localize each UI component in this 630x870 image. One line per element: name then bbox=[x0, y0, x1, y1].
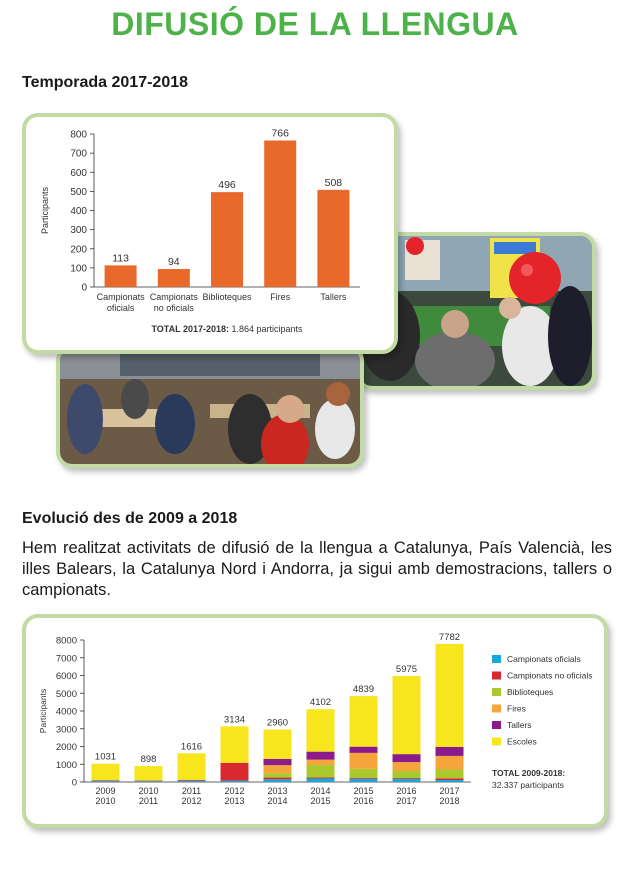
stacked-bar-segment bbox=[350, 779, 378, 782]
stacked-bar-segment bbox=[135, 781, 163, 782]
bar-total-label: 5975 bbox=[395, 663, 418, 675]
legend-label: Biblioteques bbox=[507, 687, 554, 697]
y-tick-label: 700 bbox=[70, 148, 87, 160]
stacked-bar-segment bbox=[436, 756, 464, 770]
total-label-value: 1.864 participants bbox=[229, 324, 303, 334]
season-bar-chart bbox=[26, 117, 394, 350]
evolution-chart-card bbox=[22, 614, 608, 828]
y-tick-label: 0 bbox=[81, 282, 87, 294]
bar-value-label: 496 bbox=[218, 179, 236, 192]
bar-total-label: 4839 bbox=[352, 684, 375, 696]
y-tick-label: 7000 bbox=[55, 653, 77, 665]
season-chart-card bbox=[22, 113, 398, 354]
bar-value-label: 113 bbox=[112, 252, 129, 265]
legend-swatch bbox=[492, 672, 501, 680]
x-tick-label: Biblioteques bbox=[202, 292, 252, 302]
legend-label: Escoles bbox=[507, 736, 537, 747]
legend-swatch bbox=[492, 705, 501, 713]
x-tick-label: Tallers bbox=[320, 292, 347, 302]
y-tick-label: 1000 bbox=[55, 759, 77, 771]
stacked-bar-segment bbox=[135, 766, 163, 781]
y-tick-label: 3000 bbox=[55, 724, 77, 736]
x-tick-label: oficials bbox=[106, 303, 135, 313]
x-tick-label: 2016 bbox=[396, 786, 417, 796]
x-tick-label: 2012 bbox=[224, 786, 245, 796]
y-tick-label: 200 bbox=[70, 244, 87, 256]
bar-value-label: 508 bbox=[324, 176, 343, 189]
legend-swatch bbox=[492, 721, 501, 729]
stacked-bar-segment bbox=[264, 779, 292, 782]
stacked-bar-segment bbox=[350, 753, 378, 769]
y-tick-label: 800 bbox=[70, 129, 87, 141]
stacked-bar-segment bbox=[264, 778, 292, 780]
bar bbox=[158, 269, 190, 287]
y-tick-label: 400 bbox=[70, 206, 87, 217]
library-photo-image bbox=[60, 349, 360, 464]
bar-value-label: 94 bbox=[167, 256, 180, 269]
y-tick-label: 8000 bbox=[55, 635, 77, 647]
stacked-bar-segment bbox=[307, 752, 335, 760]
stacked-bar-segment bbox=[178, 781, 206, 782]
stacked-bar-segment bbox=[178, 780, 206, 781]
bar-total-label: 7782 bbox=[438, 631, 461, 643]
stacked-bar-segment bbox=[350, 778, 378, 779]
legend-label: Campionats oficials bbox=[507, 654, 581, 664]
bar-total-label: 1616 bbox=[180, 741, 203, 753]
stacked-bar-segment bbox=[307, 765, 335, 777]
y-tick-label: 2000 bbox=[55, 742, 77, 753]
stacked-bar-segment bbox=[393, 771, 421, 778]
x-tick-label: 2012 bbox=[181, 796, 202, 806]
bar bbox=[105, 265, 137, 287]
legend-swatch bbox=[492, 655, 501, 663]
legend-swatch bbox=[492, 688, 501, 696]
x-tick-label: 2010 bbox=[138, 786, 159, 796]
x-tick-label: 2009 bbox=[95, 786, 116, 796]
section-heading-season: Temporada 2017-2018 bbox=[22, 74, 189, 91]
section-heading-evolution: Evolució des de 2009 a 2018 bbox=[22, 510, 238, 527]
y-tick-label: 6000 bbox=[55, 671, 77, 682]
x-tick-label: 2014 bbox=[310, 786, 331, 796]
x-tick-label: 2013 bbox=[267, 786, 288, 796]
bar-total-label: 3134 bbox=[223, 714, 246, 726]
stacked-bar-segment bbox=[307, 760, 335, 765]
stacked-bar-segment bbox=[393, 676, 421, 754]
stacked-bar-segment bbox=[92, 780, 120, 781]
bar-total-label: 4102 bbox=[309, 697, 332, 709]
stacked-bar-segment bbox=[393, 779, 421, 782]
x-tick-label: 2015 bbox=[310, 796, 331, 806]
total-label-bold: TOTAL 2009-2018: bbox=[492, 768, 566, 778]
library-photo bbox=[56, 345, 364, 468]
stacked-bar-segment bbox=[92, 764, 120, 781]
y-tick-label: 500 bbox=[70, 186, 87, 198]
x-tick-label: Campionats bbox=[149, 292, 198, 302]
y-tick-label: 0 bbox=[71, 777, 77, 789]
evolution-stacked-bar-chart bbox=[26, 618, 604, 824]
bar-total-label: 898 bbox=[140, 754, 157, 766]
stacked-bar-segment bbox=[264, 729, 292, 758]
x-tick-label: 2016 bbox=[353, 796, 374, 806]
total-label bbox=[151, 324, 303, 334]
bar-value-label: 766 bbox=[271, 127, 289, 140]
stacked-bar-segment bbox=[264, 773, 292, 777]
x-tick-label: 2011 bbox=[181, 786, 202, 796]
bar bbox=[211, 192, 243, 287]
stacked-bar-segment bbox=[393, 762, 421, 771]
x-tick-label: Fires bbox=[270, 292, 291, 302]
stacked-bar-segment bbox=[436, 644, 464, 747]
x-tick-label: 2011 bbox=[138, 796, 159, 806]
x-tick-label: 2018 bbox=[439, 796, 460, 806]
y-axis-label: Participants bbox=[40, 186, 50, 235]
stacked-bar-segment bbox=[307, 777, 335, 778]
page-title: DIFUSIÓ DE LA LLENGUA bbox=[111, 6, 519, 42]
legend-swatch bbox=[492, 738, 501, 746]
x-tick-label: Campionats bbox=[96, 292, 145, 302]
y-axis-label: Participants bbox=[38, 688, 48, 734]
total-label-bold: TOTAL 2017-2018: bbox=[151, 324, 229, 334]
bar-total-label: 1031 bbox=[94, 751, 117, 763]
bar bbox=[264, 141, 296, 287]
stacked-bar-segment bbox=[221, 763, 249, 781]
stacked-bar-segment bbox=[350, 769, 378, 778]
stacked-bar-segment bbox=[393, 778, 421, 779]
bar bbox=[317, 190, 349, 287]
legend-label: Fires bbox=[507, 703, 526, 714]
stacked-bar-segment bbox=[221, 781, 249, 782]
x-tick-label: no oficials bbox=[153, 303, 194, 313]
x-tick-label: 2010 bbox=[95, 796, 116, 806]
stacked-bar-segment bbox=[436, 747, 464, 756]
stacked-bar-segment bbox=[436, 780, 464, 782]
x-tick-label: 2014 bbox=[267, 796, 288, 806]
intro-paragraph: Hem realitzat activitats de difusió de la llengua a Catalunya, País Valencià, les illes Balears, la Catalunya Nord i Andorra, ja sigui amb demostracions, tallers o campionats. bbox=[22, 539, 612, 599]
stacked-bar-segment bbox=[307, 778, 335, 782]
stacked-bar-segment bbox=[350, 747, 378, 753]
stacked-bar-segment bbox=[178, 753, 206, 780]
stacked-bar-segment bbox=[350, 696, 378, 747]
x-tick-label: 2017 bbox=[396, 796, 417, 806]
total-label-value: 32.337 participants bbox=[492, 780, 564, 790]
stacked-bar-segment bbox=[264, 765, 292, 773]
stacked-bar-segment bbox=[436, 778, 464, 780]
stacked-bar-segment bbox=[221, 726, 249, 762]
y-tick-label: 4000 bbox=[55, 706, 77, 718]
stacked-bar-segment bbox=[92, 781, 120, 782]
y-tick-label: 300 bbox=[70, 225, 87, 237]
x-tick-label: 2013 bbox=[224, 796, 245, 806]
stacked-bar-segment bbox=[135, 781, 163, 782]
stacked-bar-segment bbox=[393, 754, 421, 762]
legend-label: Campionats no oficials bbox=[507, 670, 593, 681]
x-tick-label: 2015 bbox=[353, 786, 374, 796]
stacked-bar-segment bbox=[436, 770, 464, 779]
stacked-bar-segment bbox=[264, 759, 292, 765]
y-tick-label: 600 bbox=[70, 167, 87, 179]
legend-label: Tallers bbox=[507, 720, 532, 730]
y-tick-label: 5000 bbox=[55, 688, 77, 700]
y-tick-label: 100 bbox=[70, 263, 87, 275]
x-tick-label: 2017 bbox=[439, 786, 460, 796]
stacked-bar-segment bbox=[307, 709, 335, 751]
bar-total-label: 2960 bbox=[266, 717, 289, 729]
